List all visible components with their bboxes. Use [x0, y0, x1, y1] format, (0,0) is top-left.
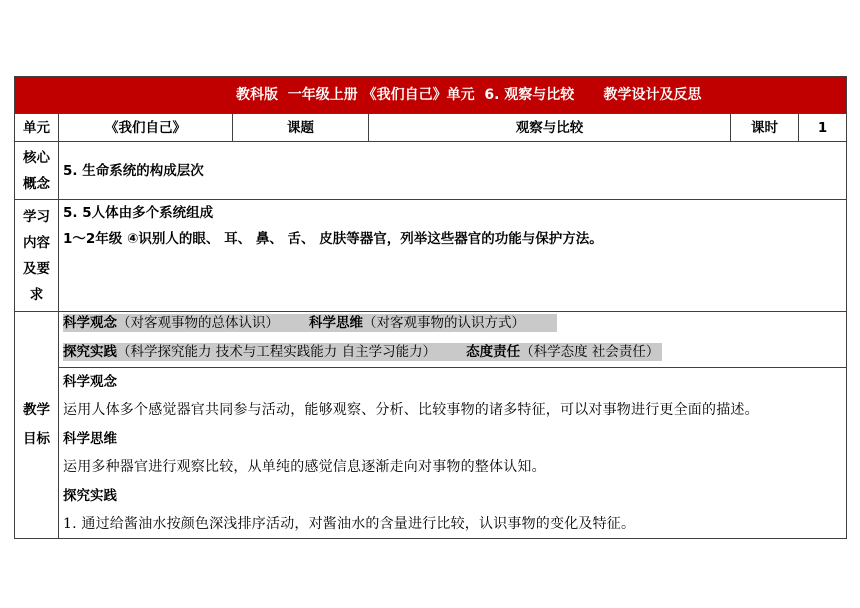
unit-value: 《我们自己》	[59, 114, 233, 142]
detail-heading: 科学思维	[63, 430, 117, 447]
period-value: 1	[799, 114, 847, 142]
lesson-plan-table	[14, 76, 847, 539]
category-desc: （对客观事物的总体认识）	[117, 315, 279, 331]
highlight-bar	[63, 343, 662, 361]
learning-content-label	[15, 200, 59, 312]
period-label: 课时	[731, 114, 799, 142]
detail-text: 运用多种器官进行观察比较，从单纯的感觉信息逐渐走向对事物的整体认知。	[63, 459, 546, 476]
objectives-label	[15, 312, 59, 539]
category-group	[309, 315, 525, 331]
core-concept-row	[15, 142, 847, 200]
objectives-categories	[59, 312, 847, 368]
objectives-label-line: 教学	[23, 402, 50, 419]
highlight-bar	[63, 314, 557, 332]
unit-label: 单元	[15, 114, 59, 142]
learning-content-body	[59, 200, 847, 312]
objectives-details	[59, 368, 847, 539]
core-concept-label-line: 概念	[23, 175, 50, 192]
objectives-label-line: 目标	[23, 431, 50, 448]
learning-content-line: 1～2年级 ④识别人的眼、 耳、 鼻、 舌、 皮肤等器官，列举这些器官的功能与保护方法。	[63, 231, 603, 247]
category-desc: （科学态度 社会责任）	[520, 344, 660, 360]
learning-content-label-line: 求	[29, 286, 44, 303]
topic-value: 观察与比较	[369, 114, 731, 142]
category-group	[63, 344, 436, 360]
category-desc: （科学探究能力 技术与工程实践能力 自主学习能力）	[117, 344, 437, 360]
category-name: 态度责任	[466, 344, 521, 360]
category-name: 科学思维	[309, 315, 363, 331]
category-group	[466, 344, 659, 360]
category-name: 科学观念	[63, 315, 117, 331]
header-row	[15, 77, 847, 114]
learning-content-label-line: 及要	[23, 260, 50, 277]
document-title: 教科版 一年级上册 《我们自己》单元 6. 观察与比较 教学设计及反思	[236, 87, 702, 103]
core-concept-label-line: 核心	[23, 149, 50, 166]
core-concept-label	[15, 142, 59, 200]
category-desc: （对客观事物的认识方式）	[363, 315, 525, 331]
topic-label: 课题	[233, 114, 369, 142]
objectives-detail-row	[15, 368, 847, 539]
detail-text: 运用人体多个感觉器官共同参与活动，能够观察、分析、比较事物的诸多特征，可以对事物进行更全面的描述。	[63, 402, 759, 419]
category-group	[63, 315, 279, 331]
detail-text: 1. 通过给酱油水按颜色深浅排序活动，对酱油水的含量进行比较，认识事物的变化及特征。	[63, 516, 636, 533]
header-cell	[15, 77, 847, 114]
core-concept-text: 5. 生命系统的构成层次	[63, 162, 204, 179]
info-row	[15, 114, 847, 142]
detail-heading: 探究实践	[63, 487, 117, 504]
learning-content-row	[15, 200, 847, 312]
learning-content-label-line: 内容	[23, 234, 50, 251]
category-name: 探究实践	[63, 344, 117, 360]
core-concept-content	[59, 142, 847, 200]
detail-heading: 科学观念	[63, 374, 117, 390]
objectives-category-row	[15, 312, 847, 368]
learning-content-label-line: 学习	[23, 208, 50, 225]
learning-content-line: 5. 5人体由多个系统组成	[63, 205, 214, 221]
